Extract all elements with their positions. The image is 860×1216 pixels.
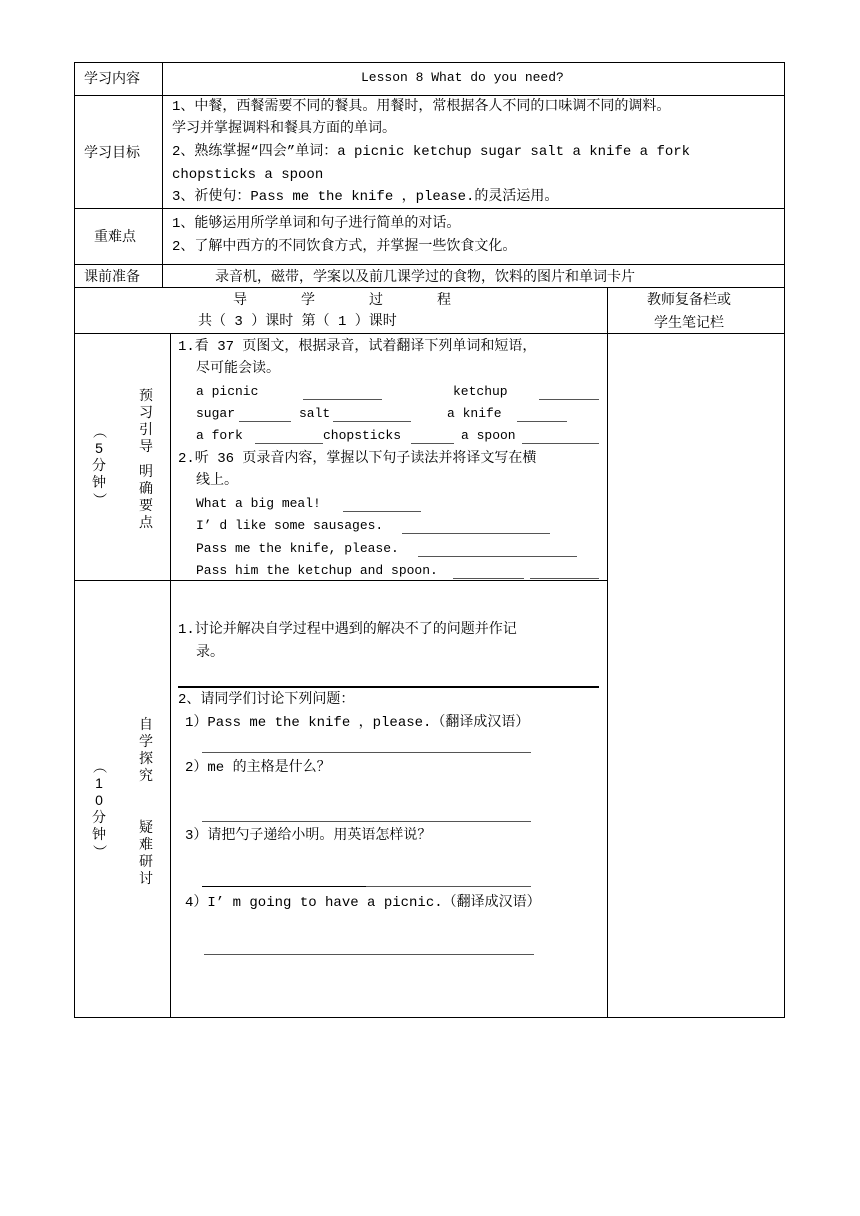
question-2: 2）me 的主格是什么？ bbox=[185, 760, 331, 776]
row-divider bbox=[74, 208, 785, 209]
process-title-char: 导 bbox=[233, 291, 247, 307]
section2-time: （ 1 0 分 钟 ） bbox=[91, 759, 108, 859]
notes-header: 教师复备栏或 bbox=[647, 291, 731, 307]
blank-line bbox=[530, 578, 599, 579]
blank-line bbox=[411, 443, 454, 444]
sentence-3: Pass me the knife, please. bbox=[196, 541, 399, 556]
section2-label-a: 自 学 探 究 bbox=[139, 716, 153, 783]
s1-item2-line2: 线上。 bbox=[196, 473, 238, 489]
row-divider bbox=[74, 580, 607, 581]
s2-item1-line2: 录。 bbox=[196, 645, 224, 661]
content-value: Lesson 8 What do you need? bbox=[361, 70, 564, 85]
goals-label: 学习目标 bbox=[84, 144, 140, 160]
prep-label: 课前准备 bbox=[84, 268, 140, 284]
row-divider bbox=[74, 333, 785, 334]
table-border-bottom bbox=[74, 1017, 785, 1018]
question-4: 4）I’ m going to have a picnic.（翻译成汉语） bbox=[185, 895, 541, 911]
vocab-a-knife: a knife bbox=[447, 406, 502, 421]
col-divider-label bbox=[162, 62, 163, 288]
s2-item1-line1: 1.讨论并解决自学过程中遇到的解决不了的问题并作记 bbox=[178, 622, 517, 638]
row-divider bbox=[74, 264, 785, 265]
blank-line bbox=[303, 399, 382, 400]
vocab-salt: salt bbox=[299, 406, 331, 421]
process-title-char: 程 bbox=[437, 291, 451, 307]
vocab-a-fork: a fork bbox=[196, 428, 243, 443]
section1-label-b: 明 确 要 点 bbox=[139, 463, 153, 530]
blank-line bbox=[239, 421, 291, 422]
blank-line bbox=[255, 443, 323, 444]
difficulty-line: 2、了解中西方的不同饮食方式，并掌握一些饮食文化。 bbox=[172, 239, 517, 255]
question-1: 1）Pass me the knife ，please.（翻译成汉语） bbox=[185, 715, 530, 731]
goals-line: chopsticks a spoon bbox=[172, 167, 324, 183]
sentence-2: I’ d like some sausages. bbox=[196, 518, 384, 533]
vocab-a-picnic: a picnic bbox=[196, 384, 259, 399]
s2-item2-title: 2、请同学们讨论下列问题： bbox=[178, 692, 355, 708]
blank-line bbox=[453, 578, 524, 579]
notes-header: 学生笔记栏 bbox=[654, 314, 724, 330]
s1-item1-line1: 1.看 37 页图文，根据录音，试着翻译下列单词和短语， bbox=[178, 339, 537, 355]
blank-line bbox=[343, 511, 421, 512]
vocab-sugar: sugar bbox=[196, 406, 236, 421]
blank-line bbox=[333, 421, 411, 422]
sentence-4: Pass him the ketchup and spoon. bbox=[196, 563, 438, 578]
goals-line: 1、中餐，西餐需要不同的餐具。用餐时，常根据各人不同的口味调不同的调料。 bbox=[172, 99, 671, 115]
answer-line bbox=[202, 886, 366, 887]
process-title-char: 过 bbox=[369, 291, 383, 307]
answer-line bbox=[202, 752, 531, 753]
blank-line bbox=[402, 533, 550, 534]
question-3: 3）请把勺子递给小明。用英语怎样说？ bbox=[185, 828, 432, 844]
section1-label-a: 预 习 引 导 bbox=[139, 387, 153, 454]
difficulty-line: 1、能够运用所学单词和句子进行简单的对话。 bbox=[172, 216, 461, 232]
table-border-top bbox=[74, 62, 785, 63]
answer-line bbox=[204, 954, 534, 955]
content-label: 学习内容 bbox=[84, 70, 140, 86]
row-divider bbox=[74, 287, 785, 288]
sentence-1: What a big meal! bbox=[196, 496, 321, 511]
blank-line bbox=[418, 556, 577, 557]
col-divider-notes bbox=[607, 287, 608, 1018]
s1-item2-line1: 2.听 36 页录音内容，掌握以下句子读法并将译文写在横 bbox=[178, 451, 537, 467]
s1-item1-line2: 尽可能会读。 bbox=[196, 361, 280, 377]
record-answer-line bbox=[178, 686, 599, 688]
answer-line bbox=[366, 886, 531, 887]
answer-line bbox=[202, 821, 531, 822]
goals-line: 2、熟练掌握“四会”单词：a picnic ketchup sugar salt a knife a fork bbox=[172, 144, 691, 160]
process-title-char: 学 bbox=[301, 291, 315, 307]
row-divider bbox=[74, 95, 785, 96]
blank-line bbox=[517, 421, 567, 422]
col-divider-side bbox=[170, 333, 171, 1018]
table-border-left bbox=[74, 62, 75, 1018]
section2-label-b: 疑 难 研 讨 bbox=[139, 819, 153, 886]
goals-line: 学习并掌握调料和餐具方面的单词。 bbox=[172, 121, 396, 137]
difficulty-label: 重难点 bbox=[94, 228, 136, 244]
goals-line: 3、祈使句：Pass me the knife ，please.的灵活运用。 bbox=[172, 189, 559, 205]
section1-time: （ 5 分 钟 ） bbox=[91, 424, 108, 507]
blank-line bbox=[522, 443, 599, 444]
vocab-ketchup: ketchup bbox=[453, 384, 508, 399]
vocab-chopsticks: chopsticks bbox=[323, 428, 402, 443]
blank-line bbox=[539, 399, 599, 400]
vocab-a-spoon: a spoon bbox=[461, 428, 516, 443]
prep-value: 录音机，磁带，学案以及前几课学过的食物，饮料的图片和单词卡片 bbox=[215, 268, 635, 284]
lesson-count: 共（ 3 ）课时 第（ 1 ）课时 bbox=[198, 314, 397, 330]
table-border-right bbox=[784, 62, 785, 1018]
